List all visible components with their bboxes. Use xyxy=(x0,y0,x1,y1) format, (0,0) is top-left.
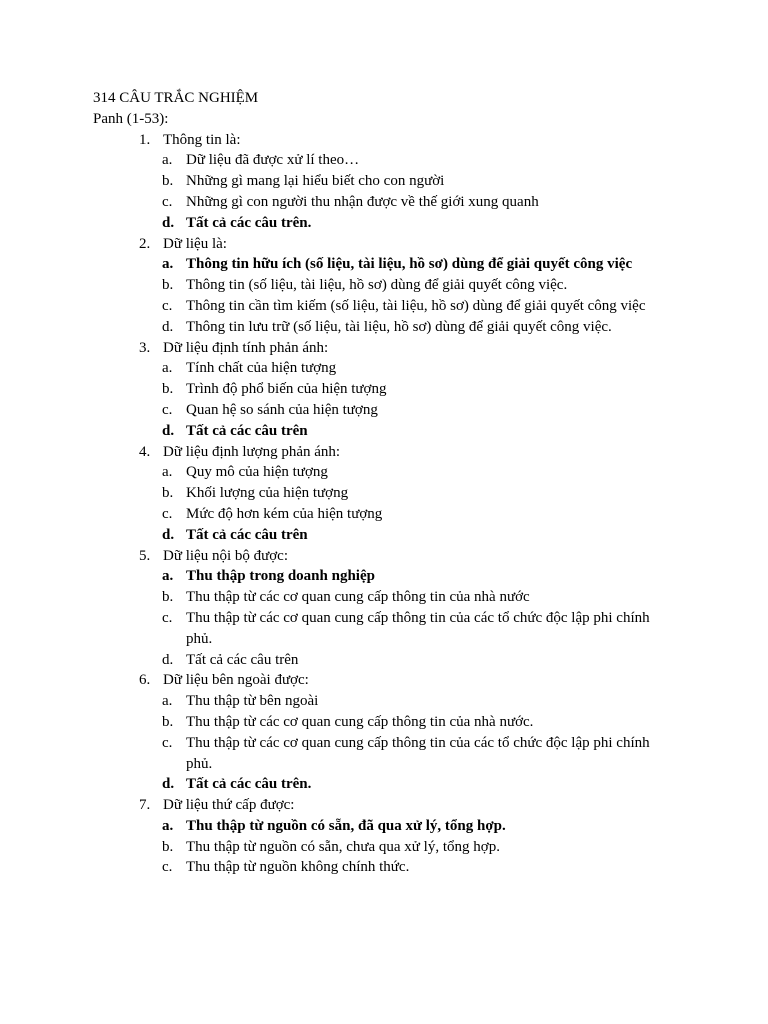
option-text: Dữ liệu đã được xử lí theo… xyxy=(186,152,360,169)
answer-option xyxy=(93,358,671,379)
option-text: Thông tin cần tìm kiếm (số liệu, tài liệu, hồ sơ) dùng để giải quyết công việc xyxy=(186,297,646,314)
option-letter: d. xyxy=(162,214,175,231)
answer-options xyxy=(93,254,693,337)
option-letter: b. xyxy=(162,381,174,398)
option-text: Tất cả các câu trên xyxy=(186,422,308,439)
option-letter: d. xyxy=(162,776,175,793)
option-letter: a. xyxy=(162,693,173,710)
answer-option-correct xyxy=(93,421,671,442)
document-subtitle: Panh (1-53): xyxy=(93,110,169,127)
answer-option xyxy=(93,400,671,421)
option-letter: d. xyxy=(162,651,174,668)
answer-option xyxy=(93,317,671,338)
answer-option xyxy=(93,462,671,483)
answer-option-correct xyxy=(93,774,671,795)
option-letter: b. xyxy=(162,277,174,294)
question-item xyxy=(93,130,693,234)
option-text: Tất cả các câu trên xyxy=(186,526,308,543)
answer-options xyxy=(93,150,693,233)
option-letter: d. xyxy=(162,526,175,543)
question-item xyxy=(93,338,693,442)
option-text: Thu thập từ các cơ quan cung cấp thông tin của nhà nước xyxy=(186,589,530,606)
answer-option xyxy=(93,504,671,525)
option-letter: a. xyxy=(162,152,173,169)
question-text: Dữ liệu thứ cấp được: xyxy=(163,797,295,814)
question-item xyxy=(93,442,693,546)
answer-option xyxy=(93,837,671,858)
question-text: Dữ liệu là: xyxy=(163,235,227,252)
question-item xyxy=(93,670,693,795)
option-letter: b. xyxy=(162,173,174,190)
answer-option xyxy=(93,650,671,671)
option-letter: c. xyxy=(162,609,173,626)
option-text: Thu thập từ các cơ quan cung cấp thông tin của các tổ chức độc lập phi chính phủ. xyxy=(186,609,650,647)
option-text: Tất cả các câu trên xyxy=(186,651,299,668)
option-letter: c. xyxy=(162,297,173,314)
question-text: Dữ liệu định tính phản ánh: xyxy=(163,339,329,356)
answer-option-correct xyxy=(93,525,671,546)
answer-options xyxy=(93,691,693,795)
option-text: Trình độ phổ biến của hiện tượng xyxy=(186,381,387,398)
question-text: Dữ liệu bên ngoài được: xyxy=(163,672,309,689)
answer-options xyxy=(93,566,693,670)
question-item xyxy=(93,234,693,338)
answer-option xyxy=(93,691,671,712)
option-text: Thu thập từ các cơ quan cung cấp thông tin của nhà nước. xyxy=(186,713,534,730)
option-letter: a. xyxy=(162,256,174,273)
option-text: Tính chất của hiện tượng xyxy=(186,360,337,377)
option-text: Thu thập từ các cơ quan cung cấp thông tin của các tổ chức độc lập phi chính phủ. xyxy=(186,734,650,772)
option-text: Thu thập từ bên ngoài xyxy=(186,693,319,710)
option-letter: b. xyxy=(162,485,174,502)
answer-option xyxy=(93,587,671,608)
option-letter: a. xyxy=(162,360,173,377)
option-letter: a. xyxy=(162,568,174,585)
question-number: 3. xyxy=(139,339,151,356)
option-text: Thu thập trong doanh nghiệp xyxy=(186,568,375,585)
option-letter: b. xyxy=(162,713,174,730)
question-text: Dữ liệu nội bộ được: xyxy=(163,547,289,564)
answer-option xyxy=(93,150,671,171)
option-text: Mức độ hơn kém của hiện tượng xyxy=(186,505,383,522)
option-text: Những gì mang lại hiểu biết cho con người xyxy=(186,173,445,190)
option-text: Thông tin hữu ích (số liệu, tài liệu, hồ sơ) dùng để giải quyết công việc xyxy=(186,256,633,273)
option-text: Tất cả các câu trên. xyxy=(186,776,312,793)
question-item xyxy=(93,795,693,878)
question-item xyxy=(93,546,693,671)
answer-option-correct xyxy=(93,566,671,587)
question-number: 7. xyxy=(139,797,151,814)
option-text: Những gì con người thu nhận được về thế giới xung quanh xyxy=(186,193,539,210)
answer-option xyxy=(93,857,671,878)
answer-options xyxy=(93,358,693,441)
answer-option xyxy=(93,296,671,317)
option-letter: b. xyxy=(162,589,174,606)
option-text: Thu thập từ nguồn không chính thức. xyxy=(186,859,410,876)
answer-option-correct xyxy=(93,213,671,234)
option-text: Thu thập từ nguồn có sẵn, chưa qua xử lý, tổng hợp. xyxy=(186,838,500,855)
question-number: 1. xyxy=(139,131,151,148)
option-letter: c. xyxy=(162,193,173,210)
option-text: Thông tin lưu trữ (số liệu, tài liệu, hồ sơ) dùng để giải quyết công việc. xyxy=(186,318,612,335)
question-text: Thông tin là: xyxy=(163,131,241,148)
option-text: Thông tin (số liệu, tài liệu, hồ sơ) dùng để giải quyết công việc. xyxy=(186,277,568,294)
question-number: 4. xyxy=(139,443,151,460)
answer-option-correct xyxy=(93,254,671,275)
answer-options xyxy=(93,816,693,878)
option-text: Quy mô của hiện tượng xyxy=(186,464,328,481)
answer-options xyxy=(93,462,693,545)
answer-option xyxy=(93,275,671,296)
option-text: Thu thập từ nguồn có sẵn, đã qua xử lý, tổng hợp. xyxy=(186,817,506,834)
question-text: Dữ liệu định lượng phản ánh: xyxy=(163,443,341,460)
document-page xyxy=(93,88,693,878)
option-text: Tất cả các câu trên. xyxy=(186,214,312,231)
answer-option xyxy=(93,608,671,650)
question-number: 6. xyxy=(139,672,151,689)
option-letter: d. xyxy=(162,318,174,335)
document-title: 314 CÂU TRẮC NGHIỆM xyxy=(93,90,259,106)
answer-option xyxy=(93,379,671,400)
answer-option xyxy=(93,712,671,733)
answer-option xyxy=(93,171,671,192)
answer-option xyxy=(93,192,671,213)
question-number: 2. xyxy=(139,235,151,252)
option-text: Khối lượng của hiện tượng xyxy=(186,485,349,502)
option-letter: d. xyxy=(162,422,175,439)
option-letter: c. xyxy=(162,734,173,751)
option-letter: c. xyxy=(162,505,173,522)
answer-option xyxy=(93,733,671,775)
answer-option xyxy=(93,483,671,504)
option-letter: c. xyxy=(162,859,173,876)
option-letter: a. xyxy=(162,464,173,481)
answer-option-correct xyxy=(93,816,671,837)
option-text: Quan hệ so sánh của hiện tượng xyxy=(186,401,378,418)
option-letter: c. xyxy=(162,401,173,418)
question-number: 5. xyxy=(139,547,151,564)
question-list xyxy=(93,130,693,879)
option-letter: a. xyxy=(162,817,174,834)
option-letter: b. xyxy=(162,838,174,855)
